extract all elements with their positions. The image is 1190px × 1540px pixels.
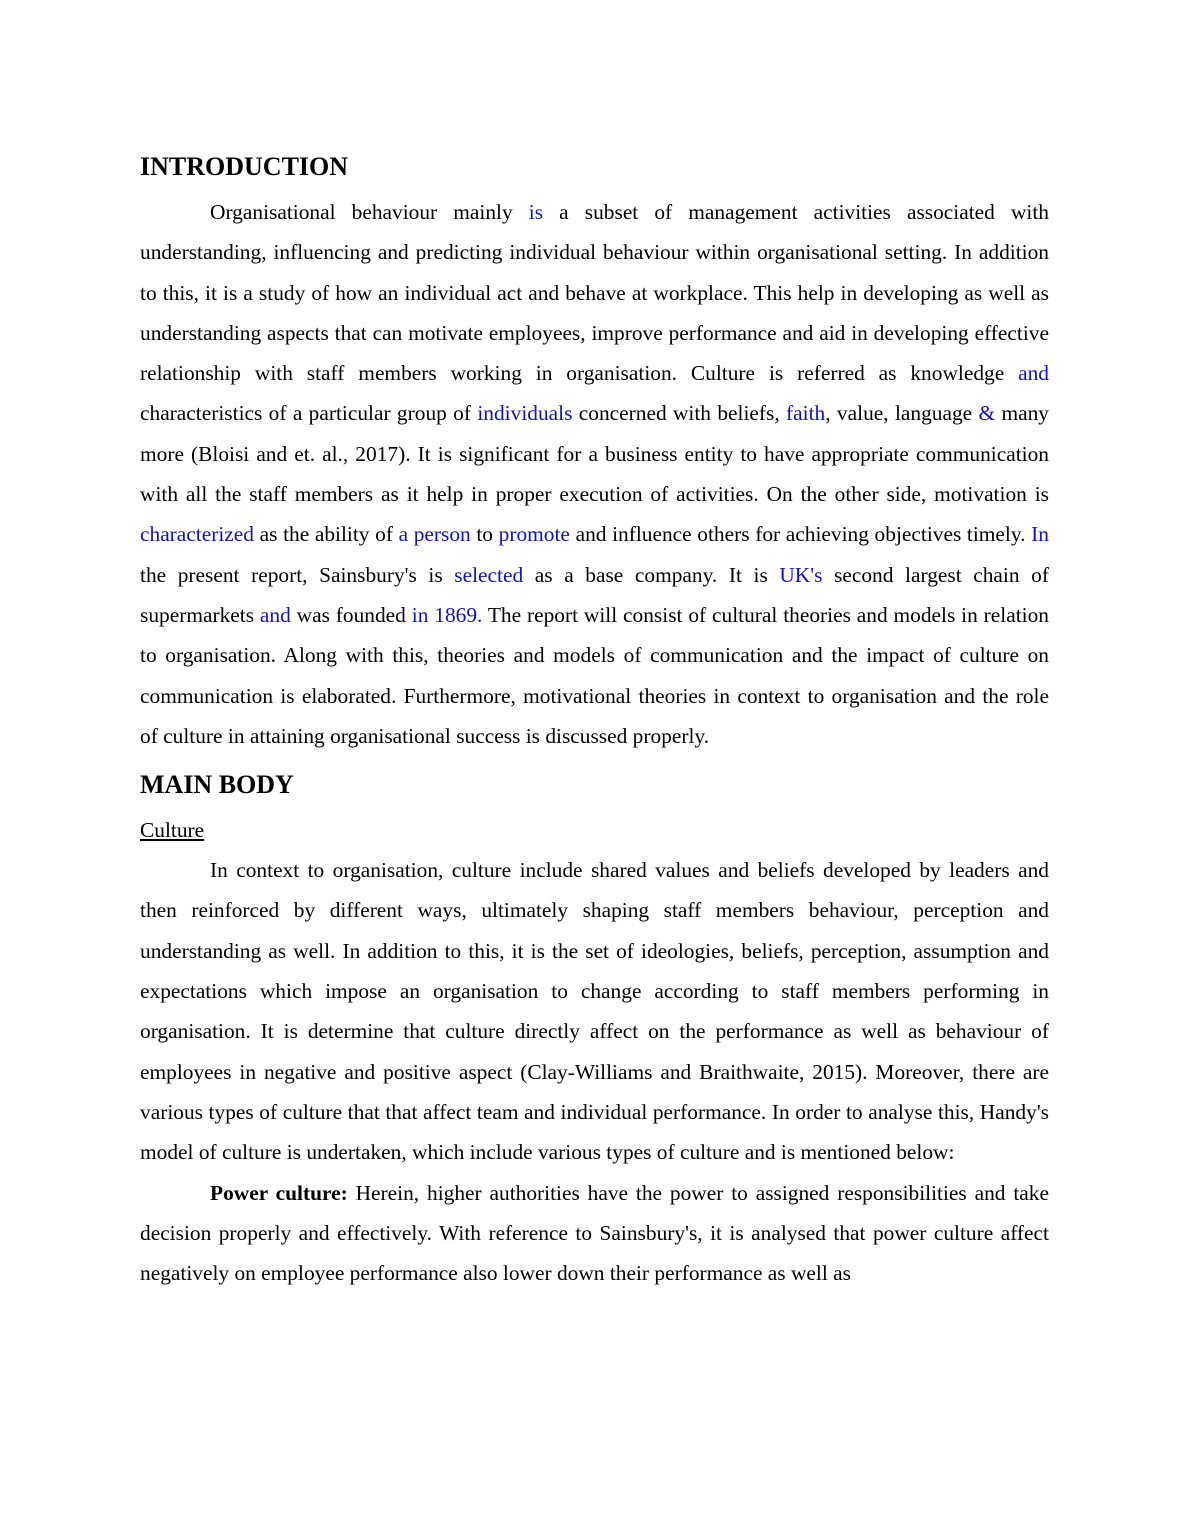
intro-highlight-segment: In [1031,522,1049,547]
introduction-heading: INTRODUCTION [140,152,349,181]
culture-subheading: Culture [140,818,205,843]
intro-text-segment: Organisational behaviour mainly [210,200,529,224]
power-culture-paragraph [140,1173,1049,1294]
intro-text-segment: many more (Bloisi and et. al., 2017). It is significant for a business entity to have appropriate communication with all the staff members as it help in proper execution of activities. On the other side, motivation is [140,401,1049,507]
intro-text-segment: a subset of management activities associated with understanding, influencing and predicting individual behaviour within organisational setting. In addition to this, it is a study of how an individual act and behave at workplace. This help in developing as well as understanding aspects that can motivate employees, improve performance and aid in developing effective relationship with staff members working in organisation. Culture is referred as knowledge [140,200,1050,386]
intro-highlight-segment: faith [786,401,826,426]
intro-highlight-segment: and [259,602,291,627]
intro-text-segment: as a base company. It is [523,562,780,587]
intro-text-segment: concerned with beliefs, [572,401,787,426]
intro-highlight-segment: is [528,200,544,224]
intro-highlight-segment: UK's [779,562,823,587]
intro-highlight-segment: characterized [140,522,254,547]
main-body-heading: MAIN BODY [140,770,294,800]
intro-text-segment: , value, language [825,401,979,426]
intro-text-segment: characteristics of a particular group of [140,401,478,426]
intro-text-segment: to [470,522,499,547]
intro-highlight-segment: in 1869. [411,602,483,627]
introduction-paragraph [140,192,1049,756]
power-culture-label: Power culture: [210,1180,348,1205]
intro-highlight-segment: & [978,401,996,426]
intro-text-segment: as the ability of [253,522,399,547]
intro-text-segment: was founded [290,602,412,627]
intro-highlight-segment: and [1018,361,1049,386]
intro-highlight-segment: promote [498,522,570,547]
intro-highlight-segment: selected [454,562,524,587]
intro-highlight-segment: a person [398,522,471,547]
power-culture-text: Herein, higher authorities have the power to assigned responsibilities and take decision properly and effectively. With reference to Sainsbury's, it is analysed that power culture affect negatively on employee performance also lower down their performance as well as [140,1180,1049,1286]
intro-text-segment: second largest chain of supermarkets [140,562,1049,627]
intro-highlight-segment: individuals [477,401,573,426]
intro-text-segment: and influence others for achieving objectives timely. [569,522,1032,547]
intro-text-segment: the present report, Sainsbury's is [140,562,455,587]
culture-paragraph: In context to organisation, culture include shared values and beliefs developed by leaders and then reinforced by different ways, ultimately shaping staff members behaviour, perception and understanding as well. In addition to this, it is the set of ideologies, beliefs, perception, assumption and expectations which impose an organisation to change according to staff members performing in organisation. It is determine that culture directly affect on the performance as well as behaviour of employees in negative and positive aspect (Clay-Williams and Braithwaite, 2015). Moreover, there are various types of culture that that affect team and individual performance. In order to analyse this, Handy's model of culture is undertaken, which include various types of culture and is mentioned below: [140,858,1049,1165]
document-page [140,148,1049,1293]
intro-text-segment: The report will consist of cultural theories and models in relation to organisation. Along with this, theories and models of communication and the impact of culture on communication is elaborated. Furthermore, motivational theories in context to organisation and the role of culture in attaining organisational success is discussed properly. [140,602,1049,748]
